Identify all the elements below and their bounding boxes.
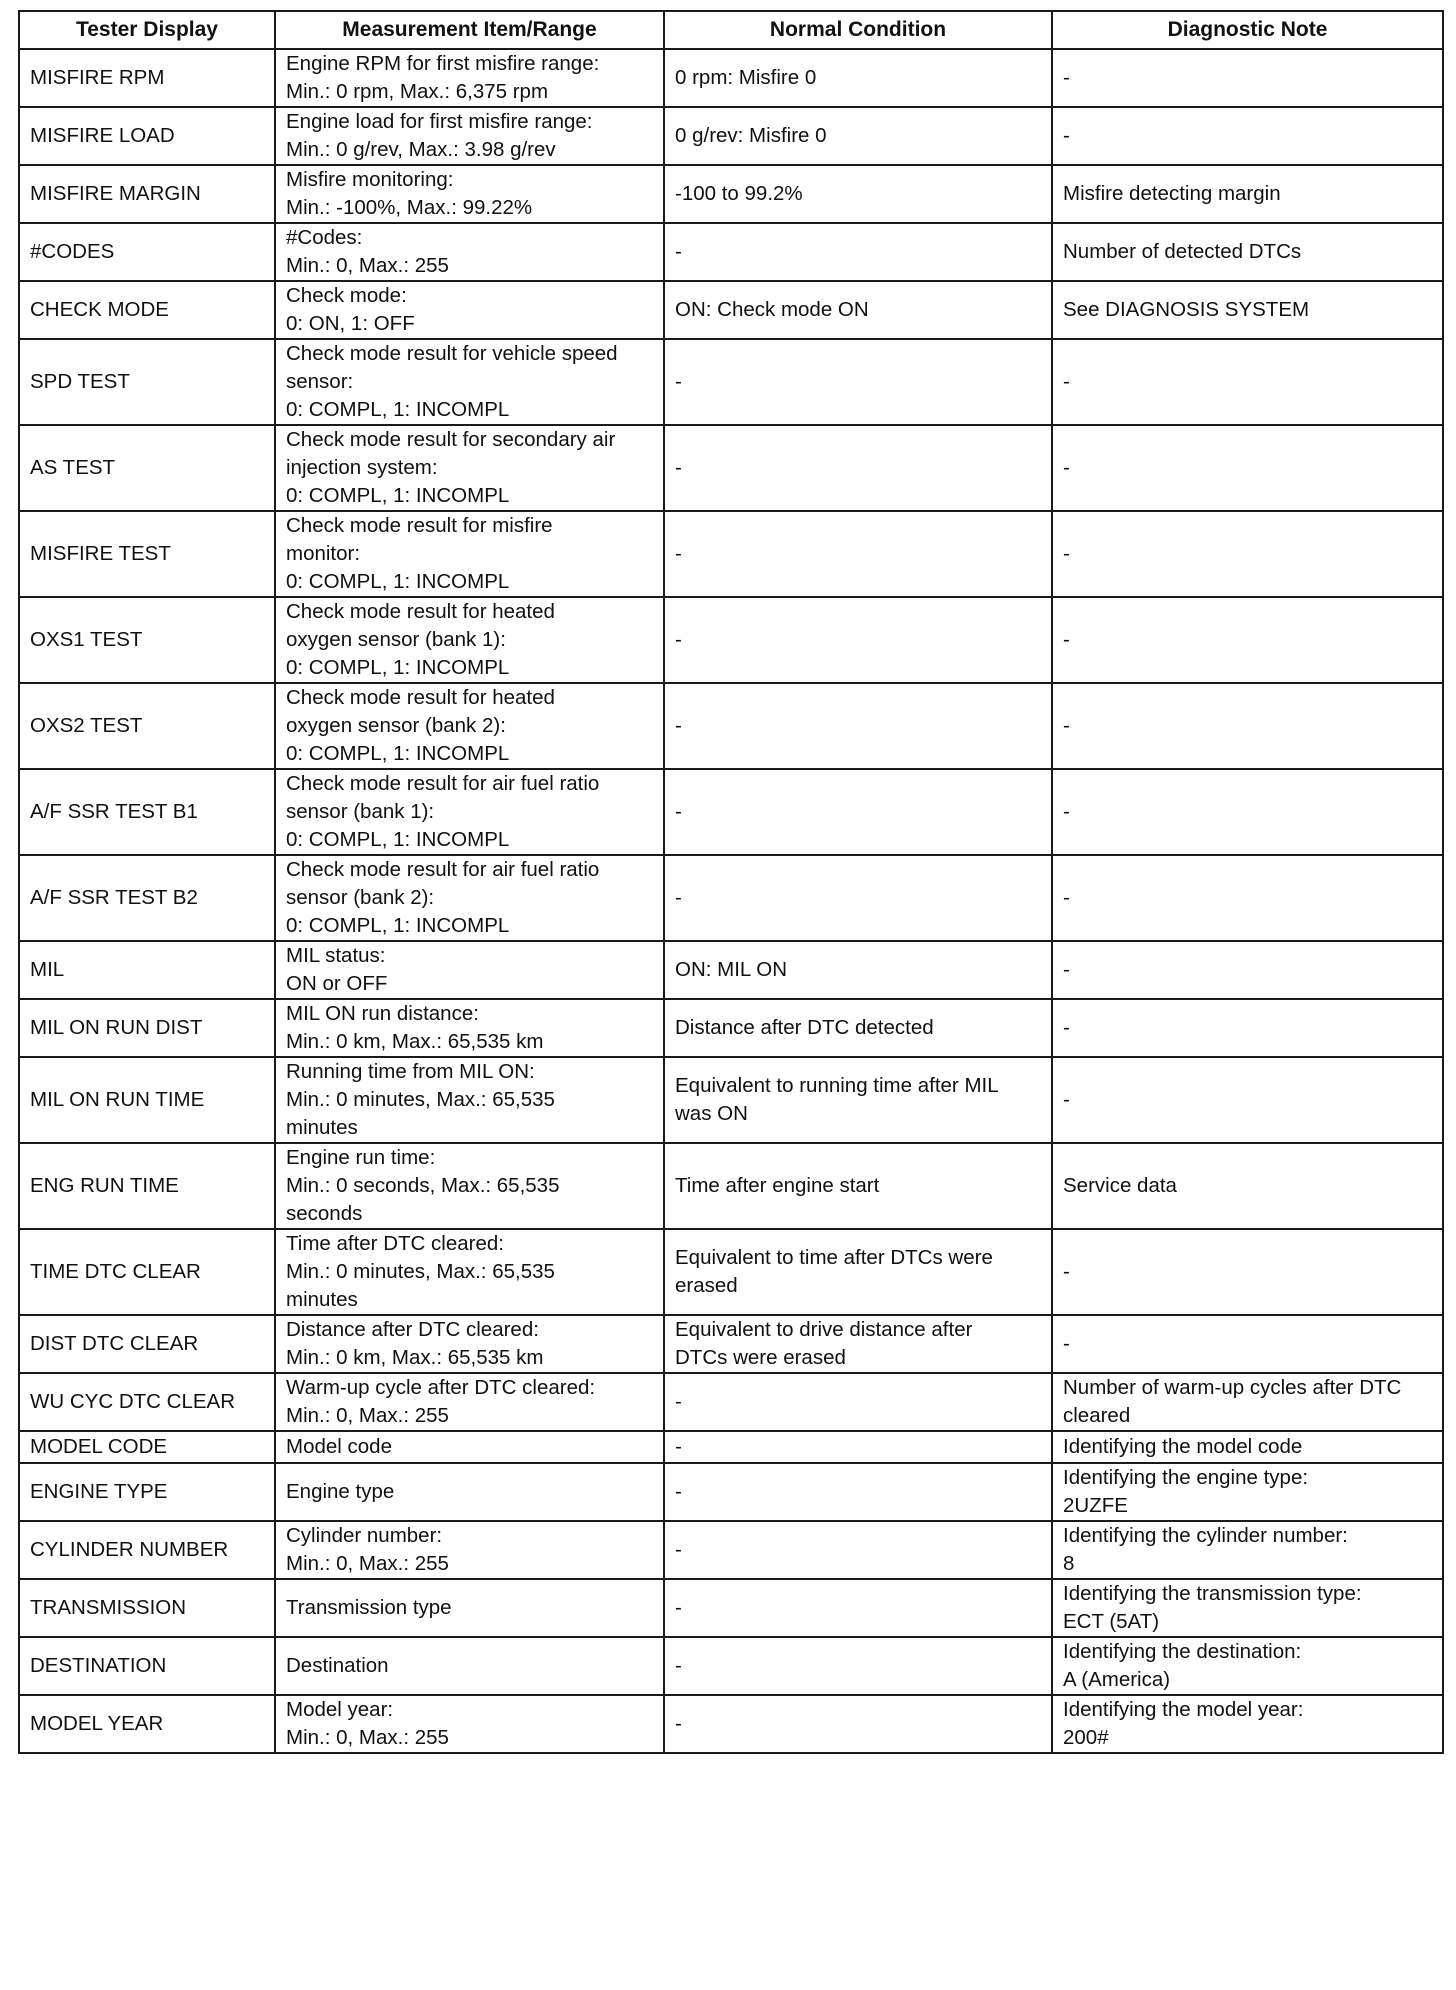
tester-display-text: DESTINATION — [30, 1654, 167, 1677]
table-row — [19, 339, 1443, 425]
measurement-cell — [275, 49, 664, 107]
diagnostic-note-line: - — [1063, 1088, 1070, 1111]
diagnostic-note-line: Number of warm-up cycles after DTC — [1063, 1376, 1402, 1399]
tester-display-cell — [19, 999, 275, 1057]
diagnostic-note-line: - — [1063, 800, 1070, 823]
diagnostic-note-cell — [1052, 1695, 1443, 1753]
diagnostic-note-cell — [1052, 425, 1443, 511]
diagnostic-note-cell — [1052, 1637, 1443, 1695]
normal-condition-cell — [664, 1057, 1052, 1143]
tester-display-cell — [19, 1463, 275, 1521]
measurement-cell — [275, 281, 664, 339]
tester-display-cell — [19, 223, 275, 281]
measurement-cell — [275, 855, 664, 941]
measurement-line: Min.: 0 minutes, Max.: 65,535 — [286, 1260, 555, 1283]
measurement-line: Destination — [286, 1654, 389, 1677]
normal-condition-line: 0 rpm: Misfire 0 — [675, 66, 817, 89]
diagnostic-note-line: ECT (5AT) — [1063, 1610, 1160, 1633]
measurement-line: Check mode result for misfire — [286, 514, 553, 537]
normal-condition-cell — [664, 1463, 1052, 1521]
measurement-line: seconds — [286, 1202, 363, 1225]
measurement-cell — [275, 1521, 664, 1579]
measurement-line: Warm-up cycle after DTC cleared: — [286, 1376, 596, 1399]
table-row — [19, 1579, 1443, 1637]
measurement-line: Min.: 0, Max.: 255 — [286, 1404, 449, 1427]
diagnostic-note-line: Identifying the model code — [1063, 1435, 1303, 1458]
tester-display-cell — [19, 1229, 275, 1315]
measurement-line: 0: COMPL, 1: INCOMPL — [286, 742, 510, 765]
measurement-line: ON or OFF — [286, 972, 388, 995]
diagnostic-note-cell — [1052, 597, 1443, 683]
table-body — [19, 49, 1443, 1753]
diagnostic-note-cell — [1052, 941, 1443, 999]
normal-condition-line: Equivalent to running time after MIL — [675, 1074, 999, 1097]
normal-condition-cell — [664, 1373, 1052, 1431]
diagnostic-note-line: Number of detected DTCs — [1063, 240, 1302, 263]
measurement-cell — [275, 223, 664, 281]
normal-condition-line: 0 g/rev: Misfire 0 — [675, 124, 827, 147]
tester-display-text: A/F SSR TEST B1 — [30, 800, 198, 823]
diagnostic-note-line: - — [1063, 456, 1070, 479]
normal-condition-line: erased — [675, 1274, 738, 1297]
table-row — [19, 941, 1443, 999]
measurement-line: Check mode result for air fuel ratio — [286, 772, 600, 795]
normal-condition-line: - — [675, 1435, 682, 1458]
tester-display-cell — [19, 941, 275, 999]
diagnostic-note-cell — [1052, 769, 1443, 855]
diagnostic-note-line: 8 — [1063, 1552, 1075, 1575]
table-row — [19, 855, 1443, 941]
tester-display-table — [18, 10, 1444, 1754]
measurement-line: Min.: 0 minutes, Max.: 65,535 — [286, 1088, 555, 1111]
tester-display-cell — [19, 1315, 275, 1373]
table-row — [19, 1695, 1443, 1753]
measurement-line: Min.: -100%, Max.: 99.22% — [286, 196, 533, 219]
diagnostic-note-line: cleared — [1063, 1404, 1131, 1427]
normal-condition-line: Distance after DTC detected — [675, 1016, 934, 1039]
diagnostic-note-cell — [1052, 1463, 1443, 1521]
normal-condition-cell — [664, 107, 1052, 165]
diagnostic-note-line: Identifying the model year: — [1063, 1698, 1304, 1721]
tester-display-cell — [19, 1431, 275, 1463]
table-row — [19, 1229, 1443, 1315]
diagnostic-note-cell — [1052, 1579, 1443, 1637]
diagnostic-note-line: Identifying the cylinder number: — [1063, 1524, 1348, 1547]
measurement-cell — [275, 769, 664, 855]
tester-display-cell — [19, 597, 275, 683]
normal-condition-cell — [664, 49, 1052, 107]
measurement-line: sensor: — [286, 370, 354, 393]
tester-display-text: MIL — [30, 958, 65, 981]
diagnostic-note-line: - — [1063, 124, 1070, 147]
tester-display-cell — [19, 1373, 275, 1431]
table-row — [19, 1637, 1443, 1695]
measurement-line: 0: COMPL, 1: INCOMPL — [286, 914, 510, 937]
measurement-line: Time after DTC cleared: — [286, 1232, 504, 1255]
table-row — [19, 1373, 1443, 1431]
normal-condition-line: - — [675, 1596, 682, 1619]
diagnostic-note-line: Misfire detecting margin — [1063, 182, 1281, 205]
measurement-cell — [275, 1463, 664, 1521]
table-row — [19, 1315, 1443, 1373]
tester-display-cell — [19, 1579, 275, 1637]
measurement-line: Check mode result for heated — [286, 686, 555, 709]
tester-display-cell — [19, 107, 275, 165]
table-row — [19, 769, 1443, 855]
measurement-line: Check mode result for secondary air — [286, 428, 616, 451]
measurement-line: Engine load for first misfire range: — [286, 110, 593, 133]
tester-display-text: ENG RUN TIME — [30, 1174, 179, 1197]
normal-condition-line: ON: Check mode ON — [675, 298, 869, 321]
measurement-cell — [275, 511, 664, 597]
diagnostic-note-line: 200# — [1063, 1726, 1109, 1749]
header-diagnostic-note: Diagnostic Note — [1052, 11, 1443, 49]
normal-condition-cell — [664, 223, 1052, 281]
normal-condition-line: - — [675, 886, 682, 909]
tester-display-text: MISFIRE TEST — [30, 542, 171, 565]
diagnostic-note-line: Identifying the transmission type: — [1063, 1582, 1362, 1605]
normal-condition-cell — [664, 511, 1052, 597]
measurement-line: Min.: 0 km, Max.: 65,535 km — [286, 1346, 544, 1369]
measurement-line: Transmission type — [286, 1596, 452, 1619]
normal-condition-cell — [664, 1143, 1052, 1229]
normal-condition-cell — [664, 683, 1052, 769]
normal-condition-cell — [664, 1521, 1052, 1579]
measurement-line: MIL status: — [286, 944, 386, 967]
measurement-line: Min.: 0 seconds, Max.: 65,535 — [286, 1174, 560, 1197]
table-row — [19, 683, 1443, 769]
header-row — [19, 11, 1443, 49]
diagnostic-note-cell — [1052, 999, 1443, 1057]
table-row — [19, 1463, 1443, 1521]
normal-condition-line: - — [675, 542, 682, 565]
tester-display-text: MODEL CODE — [30, 1435, 168, 1458]
normal-condition-line: - — [675, 240, 682, 263]
tester-display-cell — [19, 511, 275, 597]
normal-condition-cell — [664, 999, 1052, 1057]
table-row — [19, 49, 1443, 107]
measurement-line: Model year: — [286, 1698, 394, 1721]
normal-condition-cell — [664, 1579, 1052, 1637]
tester-display-text: MIL ON RUN TIME — [30, 1088, 205, 1111]
measurement-line: Engine run time: — [286, 1146, 436, 1169]
tester-display-text: TRANSMISSION — [30, 1596, 187, 1619]
diagnostic-note-line: Service data — [1063, 1174, 1177, 1197]
measurement-cell — [275, 1315, 664, 1373]
measurement-cell — [275, 1431, 664, 1463]
diagnostic-note-cell — [1052, 165, 1443, 223]
measurement-cell — [275, 999, 664, 1057]
tester-display-cell — [19, 281, 275, 339]
table-row — [19, 281, 1443, 339]
table-row — [19, 597, 1443, 683]
table-row — [19, 1431, 1443, 1463]
diagnostic-note-cell — [1052, 49, 1443, 107]
measurement-line: Check mode result for heated — [286, 600, 555, 623]
measurement-cell — [275, 425, 664, 511]
tester-display-cell — [19, 683, 275, 769]
measurement-line: minutes — [286, 1288, 358, 1311]
measurement-line: Min.: 0, Max.: 255 — [286, 1552, 449, 1575]
measurement-cell — [275, 107, 664, 165]
normal-condition-line: - — [675, 456, 682, 479]
measurement-line: injection system: — [286, 456, 438, 479]
tester-display-text: DIST DTC CLEAR — [30, 1332, 199, 1355]
normal-condition-cell — [664, 769, 1052, 855]
normal-condition-cell — [664, 1695, 1052, 1753]
tester-display-text: MISFIRE RPM — [30, 66, 165, 89]
measurement-line: Min.: 0 g/rev, Max.: 3.98 g/rev — [286, 138, 556, 161]
measurement-line: Model code — [286, 1435, 392, 1458]
table-row — [19, 107, 1443, 165]
normal-condition-cell — [664, 597, 1052, 683]
diagnostic-note-line: - — [1063, 714, 1070, 737]
measurement-line: Check mode result for air fuel ratio — [286, 858, 600, 881]
diagnostic-note-cell — [1052, 1315, 1443, 1373]
diagnostic-note-cell — [1052, 683, 1443, 769]
diagnostic-note-cell — [1052, 855, 1443, 941]
measurement-line: oxygen sensor (bank 2): — [286, 714, 506, 737]
diagnostic-note-line: 2UZFE — [1063, 1494, 1128, 1517]
tester-display-cell — [19, 769, 275, 855]
normal-condition-line: -100 to 99.2% — [675, 182, 803, 205]
measurement-line: #Codes: — [286, 226, 363, 249]
diagnostic-note-cell — [1052, 1143, 1443, 1229]
tester-display-text: #CODES — [30, 240, 115, 263]
measurement-line: sensor (bank 1): — [286, 800, 435, 823]
diagnostic-note-cell — [1052, 1229, 1443, 1315]
tester-display-text: MISFIRE LOAD — [30, 124, 175, 147]
diagnostic-note-line: - — [1063, 1016, 1070, 1039]
measurement-line: Check mode: — [286, 284, 407, 307]
normal-condition-cell — [664, 165, 1052, 223]
normal-condition-line: - — [675, 1712, 682, 1735]
measurement-line: Cylinder number: — [286, 1524, 443, 1547]
normal-condition-line: - — [675, 800, 682, 823]
measurement-line: 0: COMPL, 1: INCOMPL — [286, 398, 510, 421]
measurement-cell — [275, 1579, 664, 1637]
measurement-line: Engine type — [286, 1480, 395, 1503]
diagnostic-note-line: - — [1063, 628, 1070, 651]
diagnostic-note-line: See DIAGNOSIS SYSTEM — [1063, 298, 1310, 321]
tester-display-text: WU CYC DTC CLEAR — [30, 1390, 236, 1413]
diagnostic-note-cell — [1052, 1057, 1443, 1143]
normal-condition-line: - — [675, 1390, 682, 1413]
measurement-line: 0: COMPL, 1: INCOMPL — [286, 484, 510, 507]
measurement-line: Distance after DTC cleared: — [286, 1318, 539, 1341]
measurement-cell — [275, 683, 664, 769]
measurement-cell — [275, 1637, 664, 1695]
measurement-cell — [275, 597, 664, 683]
tester-display-text: TIME DTC CLEAR — [30, 1260, 201, 1283]
normal-condition-cell — [664, 941, 1052, 999]
diagnostic-note-cell — [1052, 107, 1443, 165]
table-row — [19, 1143, 1443, 1229]
table-header — [19, 11, 1443, 49]
tester-display-cell — [19, 1637, 275, 1695]
measurement-cell — [275, 339, 664, 425]
measurement-line: Misfire monitoring: — [286, 168, 454, 191]
normal-condition-cell — [664, 281, 1052, 339]
normal-condition-cell — [664, 339, 1052, 425]
tester-display-text: CYLINDER NUMBER — [30, 1538, 229, 1561]
table-row — [19, 1521, 1443, 1579]
measurement-line: sensor (bank 2): — [286, 886, 435, 909]
tester-display-cell — [19, 1143, 275, 1229]
normal-condition-line: ON: MIL ON — [675, 958, 787, 981]
measurement-line: Check mode result for vehicle speed — [286, 342, 618, 365]
table-row — [19, 999, 1443, 1057]
normal-condition-line: - — [675, 1480, 682, 1503]
diagnostic-note-line: - — [1063, 1332, 1070, 1355]
normal-condition-line: Equivalent to time after DTCs were — [675, 1246, 993, 1269]
measurement-line: oxygen sensor (bank 1): — [286, 628, 506, 651]
diagnostic-note-cell — [1052, 223, 1443, 281]
measurement-line: 0: ON, 1: OFF — [286, 312, 415, 335]
measurement-cell — [275, 1229, 664, 1315]
normal-condition-line: - — [675, 714, 682, 737]
tester-display-cell — [19, 165, 275, 223]
tester-display-cell — [19, 855, 275, 941]
measurement-line: Min.: 0 km, Max.: 65,535 km — [286, 1030, 544, 1053]
tester-display-text: OXS1 TEST — [30, 628, 143, 651]
normal-condition-line: - — [675, 628, 682, 651]
diagnostic-note-cell — [1052, 511, 1443, 597]
normal-condition-line: - — [675, 1654, 682, 1677]
normal-condition-line: DTCs were erased — [675, 1346, 846, 1369]
normal-condition-cell — [664, 1315, 1052, 1373]
normal-condition-line: Equivalent to drive distance after — [675, 1318, 973, 1341]
diagnostic-note-cell — [1052, 1431, 1443, 1463]
normal-condition-cell — [664, 1431, 1052, 1463]
normal-condition-line: - — [675, 370, 682, 393]
measurement-cell — [275, 941, 664, 999]
measurement-cell — [275, 1057, 664, 1143]
measurement-line: minutes — [286, 1116, 358, 1139]
header-tester-display: Tester Display — [19, 11, 275, 49]
tester-display-cell — [19, 1695, 275, 1753]
measurement-cell — [275, 1695, 664, 1753]
tester-display-cell — [19, 1057, 275, 1143]
normal-condition-cell — [664, 855, 1052, 941]
diagnostic-note-line: - — [1063, 66, 1070, 89]
measurement-line: Engine RPM for first misfire range: — [286, 52, 600, 75]
table-row — [19, 425, 1443, 511]
tester-display-text: MODEL YEAR — [30, 1712, 164, 1735]
diagnostic-note-cell — [1052, 1521, 1443, 1579]
diagnostic-note-line: Identifying the engine type: — [1063, 1466, 1309, 1489]
tester-display-text: ENGINE TYPE — [30, 1480, 168, 1503]
tester-display-cell — [19, 49, 275, 107]
table-row — [19, 1057, 1443, 1143]
diagnostic-note-line: - — [1063, 542, 1070, 565]
measurement-line: monitor: — [286, 542, 361, 565]
tester-display-text: AS TEST — [30, 456, 116, 479]
normal-condition-cell — [664, 1229, 1052, 1315]
tester-display-text: A/F SSR TEST B2 — [30, 886, 198, 909]
diagnostic-note-line: - — [1063, 1260, 1070, 1283]
tester-display-cell — [19, 339, 275, 425]
measurement-line: 0: COMPL, 1: INCOMPL — [286, 828, 510, 851]
measurement-line: Running time from MIL ON: — [286, 1060, 535, 1083]
tester-display-text: CHECK MODE — [30, 298, 169, 321]
measurement-line: 0: COMPL, 1: INCOMPL — [286, 570, 510, 593]
diagnostic-note-cell — [1052, 281, 1443, 339]
measurement-line: Min.: 0 rpm, Max.: 6,375 rpm — [286, 80, 549, 103]
measurement-cell — [275, 165, 664, 223]
diagnostic-note-cell — [1052, 339, 1443, 425]
normal-condition-line: Time after engine start — [675, 1174, 880, 1197]
table-row — [19, 511, 1443, 597]
measurement-cell — [275, 1143, 664, 1229]
table-row — [19, 165, 1443, 223]
normal-condition-cell — [664, 425, 1052, 511]
header-measurement-item-range: Measurement Item/Range — [275, 11, 664, 49]
tester-display-text: MISFIRE MARGIN — [30, 182, 201, 205]
measurement-line: Min.: 0, Max.: 255 — [286, 254, 449, 277]
measurement-line: 0: COMPL, 1: INCOMPL — [286, 656, 510, 679]
tester-display-text: SPD TEST — [30, 370, 130, 393]
measurement-line: MIL ON run distance: — [286, 1002, 479, 1025]
normal-condition-line: - — [675, 1538, 682, 1561]
measurement-line: Min.: 0, Max.: 255 — [286, 1726, 449, 1749]
diagnostic-note-line: - — [1063, 886, 1070, 909]
diagnostic-note-line: Identifying the destination: — [1063, 1640, 1302, 1663]
normal-condition-cell — [664, 1637, 1052, 1695]
tester-display-text: MIL ON RUN DIST — [30, 1016, 203, 1039]
tester-display-cell — [19, 1521, 275, 1579]
diagnostic-note-line: - — [1063, 370, 1070, 393]
table-row — [19, 223, 1443, 281]
header-normal-condition: Normal Condition — [664, 11, 1052, 49]
diagnostic-note-line: A (America) — [1063, 1668, 1171, 1691]
diagnostic-note-line: - — [1063, 958, 1070, 981]
tester-display-text: OXS2 TEST — [30, 714, 143, 737]
tester-display-cell — [19, 425, 275, 511]
diagnostic-note-cell — [1052, 1373, 1443, 1431]
measurement-cell — [275, 1373, 664, 1431]
normal-condition-line: was ON — [675, 1102, 748, 1125]
